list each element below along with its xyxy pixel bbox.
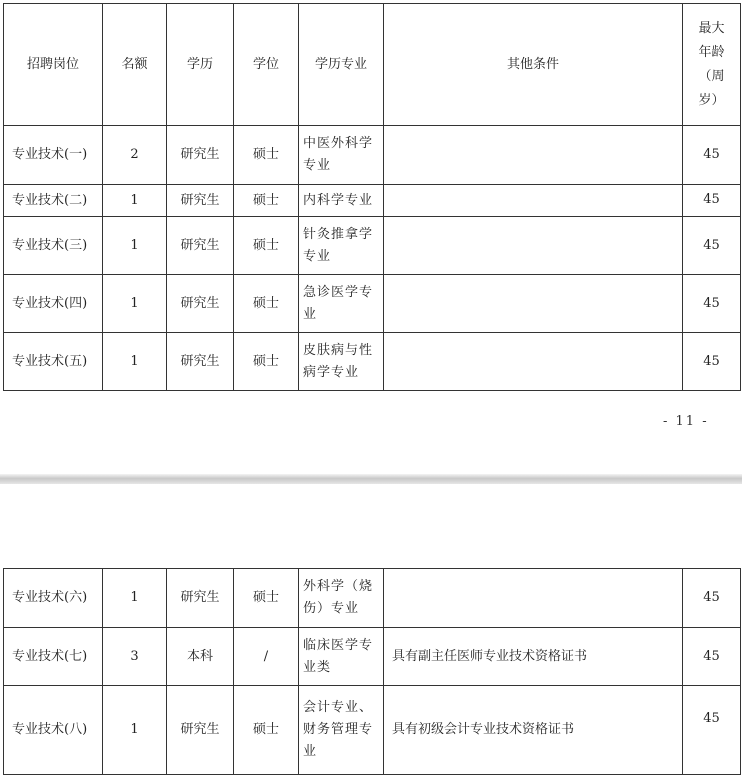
post-cell: 专业技术(三) bbox=[4, 217, 103, 275]
major-line: 中医外科学 bbox=[303, 136, 374, 151]
age-cell: 45 bbox=[683, 628, 741, 686]
education-cell: 研究生 bbox=[167, 217, 234, 275]
post-cell: 专业技术(七) bbox=[4, 628, 103, 686]
table-row bbox=[4, 686, 741, 775]
major-line: 外科学（烧 bbox=[303, 579, 374, 594]
header-post: 招聘岗位 bbox=[4, 4, 103, 126]
header-age-line: （周 bbox=[698, 68, 725, 84]
post-cell: 专业技术(五) bbox=[4, 333, 103, 391]
count-cell: 2 bbox=[103, 126, 167, 185]
header-row bbox=[4, 4, 741, 126]
major-line: 业 bbox=[303, 744, 318, 759]
degree-cell: / bbox=[234, 628, 299, 686]
major-line: 皮肤病与性 bbox=[303, 342, 374, 358]
page-number: - 11 - bbox=[663, 414, 709, 429]
major-line: 针灸推拿学 bbox=[303, 226, 374, 242]
other-cell bbox=[384, 185, 683, 217]
major-line: 病学专业 bbox=[303, 364, 360, 380]
count-cell: 1 bbox=[103, 217, 167, 275]
table-row bbox=[4, 185, 741, 217]
major-cell bbox=[299, 126, 384, 185]
post-cell: 专业技术(八) bbox=[4, 686, 103, 775]
header-other: 其他条件 bbox=[384, 4, 683, 126]
count-cell: 1 bbox=[103, 275, 167, 333]
table-row bbox=[4, 217, 741, 275]
degree-cell: 硕士 bbox=[234, 333, 299, 391]
education-cell: 研究生 bbox=[167, 126, 234, 185]
education-cell: 研究生 bbox=[167, 333, 234, 391]
major-line: 业 bbox=[303, 306, 318, 322]
count-cell: 3 bbox=[103, 628, 167, 686]
post-cell: 专业技术(二) bbox=[4, 185, 103, 217]
header-age-line: 最大 bbox=[698, 20, 725, 36]
page-break-divider bbox=[0, 474, 742, 484]
table-row bbox=[4, 126, 741, 185]
major-cell bbox=[299, 217, 384, 275]
other-cell bbox=[384, 275, 683, 333]
table-row bbox=[4, 275, 741, 333]
header-education: 学历 bbox=[167, 4, 234, 126]
major-line: 会计专业、 bbox=[303, 700, 374, 715]
age-cell: 45 bbox=[683, 126, 741, 185]
degree-cell: 硕士 bbox=[234, 275, 299, 333]
degree-cell: 硕士 bbox=[234, 126, 299, 185]
major-line: 专业 bbox=[303, 158, 332, 173]
age-cell: 45 bbox=[683, 217, 741, 275]
education-cell: 研究生 bbox=[167, 275, 234, 333]
degree-cell: 硕士 bbox=[234, 217, 299, 275]
table-row bbox=[4, 628, 741, 686]
degree-cell: 硕士 bbox=[234, 569, 299, 628]
count-cell: 1 bbox=[103, 185, 167, 217]
recruitment-table-page2 bbox=[3, 568, 741, 775]
age-cell: 45 bbox=[683, 185, 741, 217]
count-cell: 1 bbox=[103, 333, 167, 391]
major-cell bbox=[299, 686, 384, 775]
header-count: 名额 bbox=[103, 4, 167, 126]
other-cell bbox=[384, 569, 683, 628]
major-line: 内科学专业 bbox=[303, 192, 374, 208]
other-cell bbox=[384, 126, 683, 185]
major-line: 财务管理专 bbox=[303, 722, 374, 737]
education-cell: 本科 bbox=[167, 628, 234, 686]
major-cell bbox=[299, 275, 384, 333]
major-cell bbox=[299, 333, 384, 391]
major-line: 急诊医学专 bbox=[303, 284, 374, 300]
major-cell bbox=[299, 628, 384, 686]
other-cell bbox=[384, 333, 683, 391]
age-cell: 45 bbox=[683, 333, 741, 391]
education-cell: 研究生 bbox=[167, 686, 234, 775]
major-cell bbox=[299, 185, 384, 217]
header-max-age bbox=[683, 4, 741, 126]
recruitment-table-page1 bbox=[3, 3, 741, 391]
age-cell: 45 bbox=[683, 275, 741, 333]
education-cell: 研究生 bbox=[167, 185, 234, 217]
table-row bbox=[4, 569, 741, 628]
major-line: 业类 bbox=[303, 659, 332, 675]
header-age-line: 年龄 bbox=[698, 44, 725, 60]
major-cell bbox=[299, 569, 384, 628]
age-cell: 45 bbox=[683, 569, 741, 628]
post-cell: 专业技术(四) bbox=[4, 275, 103, 333]
major-line: 伤）专业 bbox=[303, 601, 360, 616]
post-cell: 专业技术(一) bbox=[4, 126, 103, 185]
header-degree: 学位 bbox=[234, 4, 299, 126]
age-cell: 45 bbox=[683, 686, 741, 775]
count-cell: 1 bbox=[103, 686, 167, 775]
education-cell: 研究生 bbox=[167, 569, 234, 628]
post-cell: 专业技术(六) bbox=[4, 569, 103, 628]
degree-cell: 硕士 bbox=[234, 686, 299, 775]
major-line: 临床医学专 bbox=[303, 637, 374, 653]
table-row bbox=[4, 333, 741, 391]
header-major: 学历专业 bbox=[299, 4, 384, 126]
degree-cell: 硕士 bbox=[234, 185, 299, 217]
major-line: 专业 bbox=[303, 248, 332, 264]
header-age-line: 岁） bbox=[698, 92, 725, 108]
other-cell: 具有副主任医师专业技术资格证书 bbox=[384, 628, 683, 686]
other-cell bbox=[384, 217, 683, 275]
count-cell: 1 bbox=[103, 569, 167, 628]
other-cell: 具有初级会计专业技术资格证书 bbox=[384, 686, 683, 775]
